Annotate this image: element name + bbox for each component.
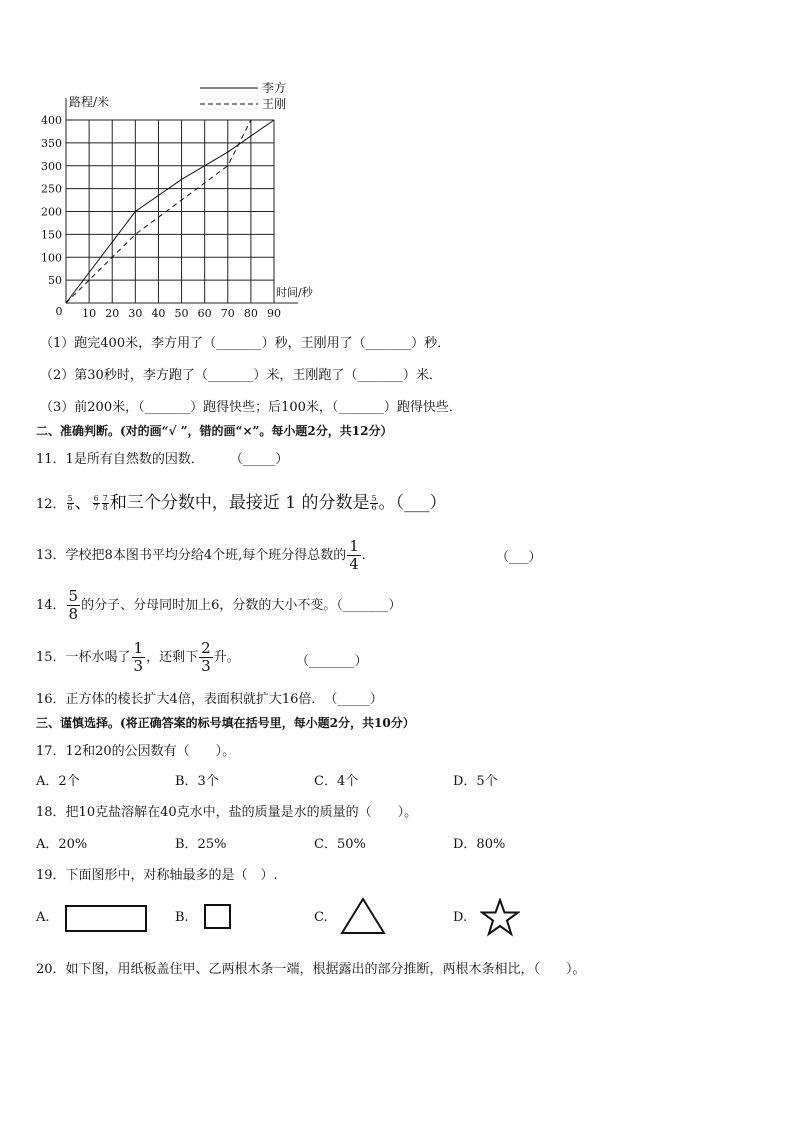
q18-option-d: D．80% [453,837,506,852]
y-tick-label: 200 [41,205,62,219]
q17-option-d: D．5个 [453,774,498,789]
x-tick-label: 90 [267,307,281,320]
x-tick-label: 60 [197,307,212,320]
q-sub-1: （1）跑完400米，李方用了（_______）秒，王刚用了（_______）秒． [40,336,451,351]
fraction-6-7: $\frac{6}{7}$ [93,494,99,512]
question-11: 11．1是所有自然数的因数． （_____） [36,452,289,467]
rectangle-shape [65,905,147,932]
x-tick-label: 20 [105,307,120,320]
x-tick-label: 50 [174,307,189,320]
y-axis-title: 路程/米 [69,95,110,109]
star-shape [480,898,520,938]
x-tick-label: 30 [128,307,143,320]
question-13-blank: （___） [496,550,542,565]
question-15-blank: （_______） [296,654,368,669]
question-20: 20．如下图，用纸板盖住甲、乙两根木条一端，根据露出的部分推断，两根木条相比，（ ）。 [36,962,586,977]
q17-option-b: B．3个 [175,774,219,789]
origin-label: 0 [55,305,63,318]
fraction-1-3: $\frac{1}{3}$ [133,639,144,675]
fraction-7-8: $\frac{7}{8}$ [102,494,108,512]
distance-time-chart [30,75,340,325]
y-tick-label: 100 [41,251,62,265]
question-16: 16．正方体的棱长扩大4倍，表面积就扩大16倍． （_____） [36,692,383,707]
x-tick-label: 80 [243,307,258,320]
q-sub-3: （3）前200米，（_______）跑得快些；后100米，（_______）跑得快些． [40,400,462,415]
q19-option-a: A. [36,910,50,925]
q19-option-d: D. [453,910,468,925]
fraction-2-3: $\frac{2}{3}$ [201,639,211,675]
section-3-heading: 三、谨慎选择。(将正确答案的标号填在括号里，每小题2分，共10分） [36,716,415,730]
q-sub-2: （2）第30秒时，李方跑了（_______）米，王刚跑了（_______）米． [40,368,442,383]
square-shape [204,904,231,929]
y-tick-label: 350 [41,136,62,150]
question-13: 13．学校把8本图书平均分给4个班,每个班分得总数的 $\frac{1}{4}$ ． [36,537,375,573]
q17-option-a: A．2个 [36,774,80,789]
triangle-shape [340,897,386,935]
question-18: 18．把10克盐溶解在40克水中，盐的质量是水的质量的（ ）。 [36,805,418,820]
q19-option-b: B. [175,910,189,925]
x-tick-label: 10 [82,307,97,320]
legend-label-wanggang: 王刚 [262,97,287,111]
q17-option-c: C．4个 [314,774,359,789]
x-tick-label: 70 [220,307,235,320]
y-tick-label: 400 [41,114,62,127]
fraction-1-4: $\frac{1}{4}$ [349,537,359,573]
x-tick-label: 40 [151,307,166,320]
x-axis-title: 时间/秒 [276,286,313,299]
y-tick-label: 150 [41,228,62,242]
chart-legend [200,80,286,111]
q19-option-c: C. [314,910,328,925]
question-17: 17．12和20的公因数有（ ）。 [36,744,236,759]
q18-option-b: B．25% [175,837,227,852]
y-tick-label: 50 [48,274,62,288]
chart-ticks [41,94,314,320]
question-12: 12． $\frac{5}{6}$ 、 $\frac{6}{7}$ $\frac{7}{8}$ 和三个分数中，最接近 1 的分数是 $\frac{5}{6}$ 。（___） [36,493,447,513]
y-tick-label: 300 [41,159,62,173]
legend-label-lifang: 李方 [262,81,287,95]
q18-option-a: A．20% [36,837,88,852]
question-15: 15．一杯水喝了 $\frac{1}{3}$ ，还剩下 $\frac{2}{3}$ 升。 [36,639,240,675]
question-14: 14． $\frac{5}{8}$ 的分子、分母同时加上6，分数的大小不变。（_______） [36,587,402,623]
q18-option-c: C．50% [314,837,366,852]
fraction-5-6: $\frac{5}{6}$ [67,494,73,512]
section-2-heading: 二、准确判断。(对的画“√ ”，错的画“×”。每小题2分，共12分） [36,424,393,438]
chart-grid [66,98,298,303]
fraction-answer: $\frac{5}{6}$ [371,494,377,512]
fraction-5-8: $\frac{5}{8}$ [68,587,79,623]
question-19: 19．下面图形中，对称轴最多的是（ ）. [36,868,278,883]
y-tick-label: 250 [41,182,62,196]
